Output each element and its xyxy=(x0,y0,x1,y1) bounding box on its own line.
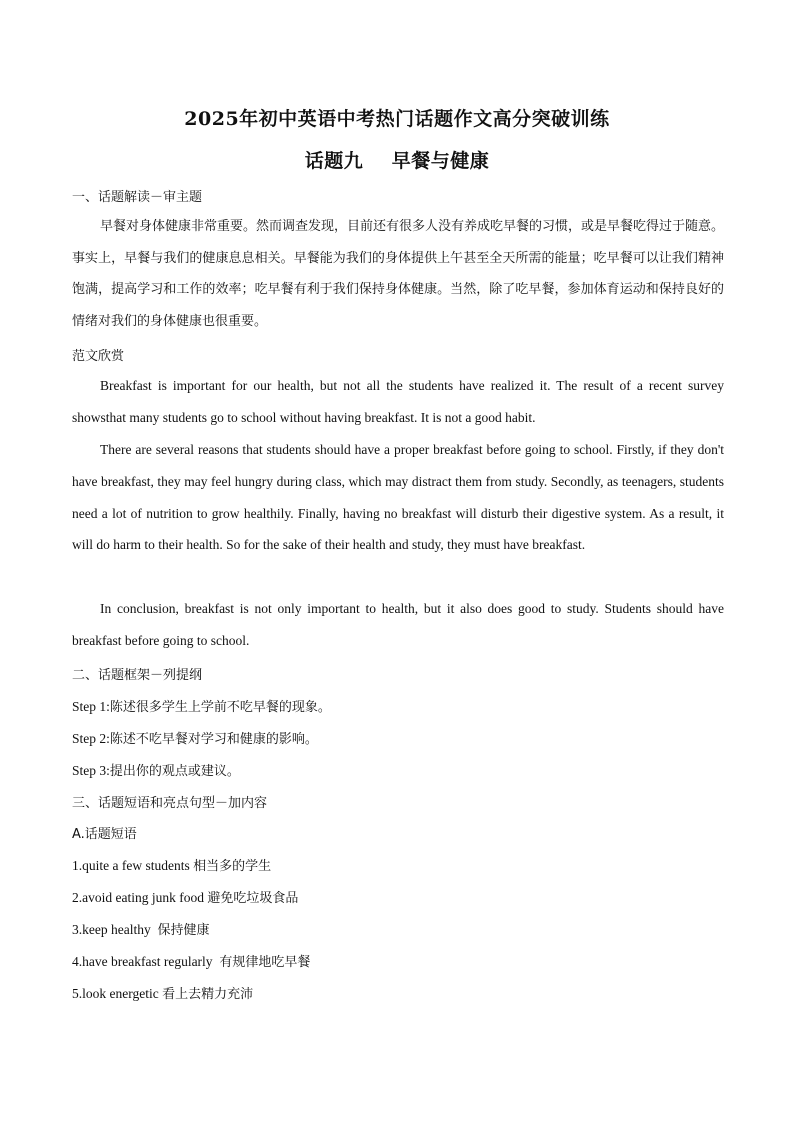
essay-paragraph-2: There are several reasons that students should have a proper breakfast before going to school. Firstly, if they don't have breakfast, they may feel hungry during class, which may distract them from study. Secondly, as teenagers, students need a lot of nutrition to grow healthily. Finally, having no breakfast will disturb their digestive system. As a result, it will do harm to their health. So for the sake of their health and study, they must have breakfast. xyxy=(72,442,724,553)
phrase-item xyxy=(72,983,253,1002)
phrase-cn: 有规律地吃早餐 xyxy=(219,955,311,970)
step-text: 陈述不吃早餐对学习和健康的影响。 xyxy=(109,732,318,747)
outline-step-2 xyxy=(72,728,318,747)
document-title: 2025年初中英语中考热门话题作文高分突破训练 xyxy=(184,108,610,130)
section1-intro: 早餐对身体健康非常重要。然而调查发现，目前还有很多人没有养成吃早餐的习惯，或是早餐吃得过于随意。事实上，早餐与我们的健康息息相关。早餐能为我们的身体提供上午甚至全天所需的能量；吃早餐可以让我们精神饱满，提高学习和工作的效率；吃早餐有利于我们保持身体健康。当然，除了吃早餐，参加体育运动和保持良好的情绪对我们的身体健康也很重要。 xyxy=(72,219,725,329)
outline-step-1 xyxy=(72,696,331,715)
outline-step-3 xyxy=(72,760,240,779)
section3-subheading: A.话题短语 xyxy=(72,827,137,842)
phrase-en: 2.avoid eating junk food xyxy=(72,890,204,905)
step-label: Step 3: xyxy=(72,763,110,778)
section3-heading: 三、话题短语和亮点句型－加内容 xyxy=(72,796,268,811)
phrase-cn: 看上去精力充沛 xyxy=(162,987,254,1002)
step-label: Step 1: xyxy=(72,699,110,714)
phrase-en: 4.have breakfast regularly xyxy=(72,954,213,969)
model-essay-heading: 范文欣赏 xyxy=(72,349,125,364)
phrase-cn: 保持健康 xyxy=(157,923,210,938)
document-subtitle: 话题九 早餐与健康 xyxy=(304,150,490,172)
phrase-en: 5.look energetic xyxy=(72,986,159,1001)
phrase-cn: 相当多的学生 xyxy=(193,859,272,874)
section1-heading: 一、话题解读－审主题 xyxy=(72,190,203,205)
phrase-en: 3.keep healthy xyxy=(72,922,151,937)
phrase-item xyxy=(72,887,298,906)
step-text: 提出你的观点或建议。 xyxy=(109,764,240,779)
phrase-cn: 避免吃垃圾食品 xyxy=(207,891,299,906)
phrase-item xyxy=(72,919,210,938)
phrase-item xyxy=(72,855,271,874)
step-text: 陈述很多学生上学前不吃早餐的现象。 xyxy=(109,700,331,715)
section2-heading: 二、话题框架－列提纲 xyxy=(72,668,203,683)
step-label: Step 2: xyxy=(72,731,110,746)
essay-paragraph-3: In conclusion, breakfast is not only important to health, but it also does good to study. Students should have breakfast before going to school. xyxy=(72,601,724,648)
phrase-en: 1.quite a few students xyxy=(72,858,190,873)
phrase-item xyxy=(72,951,310,970)
essay-paragraph-1: Breakfast is important for our health, but not all the students have realized it. The result of a recent survey showsthat many students go to school without having breakfast. It is not a good habit. xyxy=(72,378,724,425)
